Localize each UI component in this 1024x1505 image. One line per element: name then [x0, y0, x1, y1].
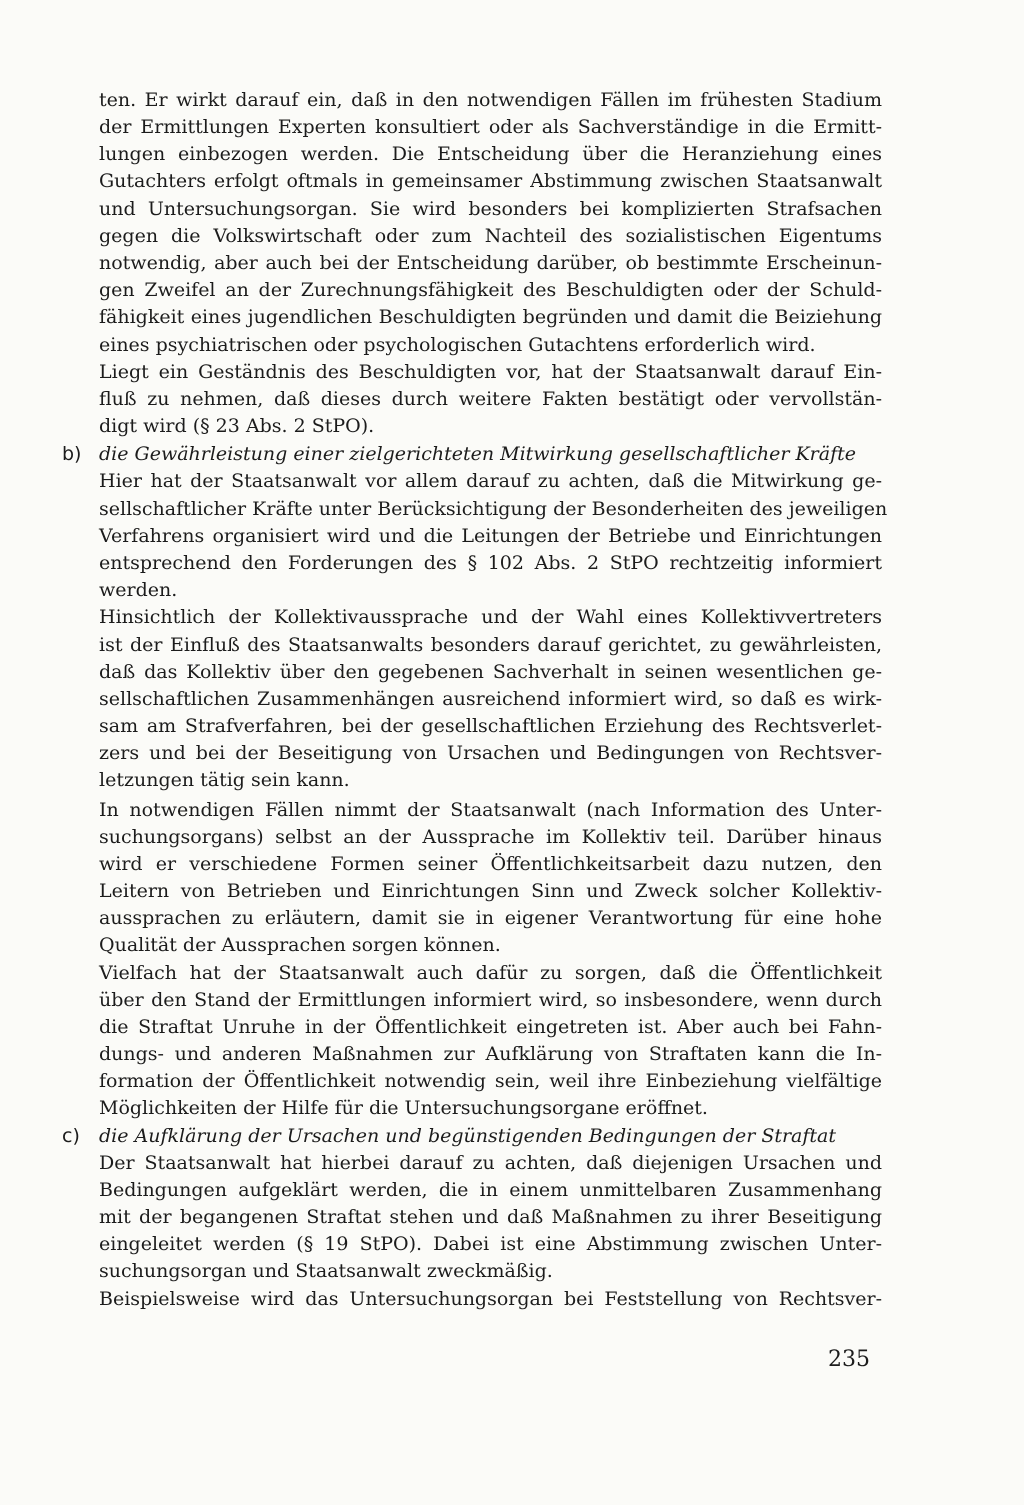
- text-line: Hinsichtlich der Kollektivaussprache und der Wahl eines Kollektivvertreters: [99, 606, 882, 628]
- list-marker-c: c): [62, 1125, 80, 1147]
- text-line: wird er verschiedene Formen seiner Öffentlichkeitsarbeit dazu nutzen, den: [99, 853, 882, 875]
- text-line: notwendig, aber auch bei der Entscheidung darüber, ob bestimmte Erscheinun-: [99, 252, 882, 274]
- page-number: 235: [828, 1347, 870, 1372]
- section-heading: die Aufklärung der Ursachen und begünstigenden Bedingungen der Straftat: [99, 1125, 837, 1147]
- text-line: lungen einbezogen werden. Die Entscheidung über die Heranziehung eines: [99, 143, 882, 165]
- text-line: Beispielsweise wird das Untersuchungsorgan bei Feststellung von Rechtsver-: [99, 1288, 882, 1310]
- text-line: Der Staatsanwalt hat hierbei darauf zu achten, daß diejenigen Ursachen und: [99, 1152, 882, 1174]
- text-line: Hier hat der Staatsanwalt vor allem darauf zu achten, daß die Mitwirkung ge-: [99, 470, 882, 492]
- text-line: eingeleitet werden (§ 19 StPO). Dabei ist eine Abstimmung zwischen Unter-: [99, 1233, 882, 1255]
- text-line: und Untersuchungsorgan. Sie wird besonders bei komplizierten Strafsachen: [99, 198, 882, 220]
- text-line: letzungen tätig sein kann.: [99, 769, 350, 791]
- list-marker-b: b): [62, 443, 82, 465]
- section-heading: die Gewährleistung einer zielgerichteten Mitwirkung gesellschaftlicher Kräfte: [99, 443, 856, 465]
- text-line: Möglichkeiten der Hilfe für die Untersuchungsorgane eröffnet.: [99, 1097, 708, 1119]
- text-line: Leitern von Betrieben und Einrichtungen Sinn und Zweck solcher Kollektiv-: [99, 880, 882, 902]
- text-line: digt wird (§ 23 Abs. 2 StPO).: [99, 415, 375, 437]
- text-line: Verfahrens organisiert wird und die Leitungen der Betriebe und Einrichtungen: [99, 525, 882, 547]
- text-line: ten. Er wirkt darauf ein, daß in den notwendigen Fällen im frühesten Stadium: [99, 89, 882, 111]
- text-line: suchungsorgans) selbst an der Aussprache im Kollektiv teil. Darüber hinaus: [99, 826, 882, 848]
- text-line: gegen die Volkswirtschaft oder zum Nachteil des sozialistischen Eigentums: [99, 225, 882, 247]
- text-line: Qualität der Aussprachen sorgen können.: [99, 934, 501, 956]
- text-line: dungs- und anderen Maßnahmen zur Aufklärung von Straftaten kann die In-: [99, 1043, 882, 1065]
- text-line: der Ermittlungen Experten konsultiert oder als Sachverständige in die Ermitt-: [99, 116, 882, 138]
- text-line: entsprechend den Forderungen des § 102 Abs. 2 StPO rechtzeitig informiert: [99, 552, 882, 574]
- text-line: Gutachters erfolgt oftmals in gemeinsamer Abstimmung zwischen Staatsanwalt: [99, 170, 882, 192]
- text-line: über den Stand der Ermittlungen informiert wird, so insbesondere, wenn durch: [99, 989, 882, 1011]
- text-line: suchungsorgan und Staatsanwalt zweckmäßig.: [99, 1260, 553, 1282]
- text-line: fluß zu nehmen, daß dieses durch weitere Fakten bestätigt oder vervollstän-: [99, 388, 882, 410]
- text-line: mit der begangenen Straftat stehen und daß Maßnahmen zu ihrer Beseitigung: [99, 1206, 882, 1228]
- text-line: Vielfach hat der Staatsanwalt auch dafür zu sorgen, daß die Öffentlichkeit: [99, 962, 882, 984]
- text-line: Bedingungen aufgeklärt werden, die in einem unmittelbaren Zusammenhang: [99, 1179, 882, 1201]
- text-line: Liegt ein Geständnis des Beschuldigten vor, hat der Staatsanwalt darauf Ein-: [99, 361, 882, 383]
- text-line: werden.: [99, 579, 178, 601]
- text-line: die Straftat Unruhe in der Öffentlichkeit eingetreten ist. Aber auch bei Fahn-: [99, 1016, 882, 1038]
- text-line: sellschaftlichen Zusammenhängen ausreichend informiert wird, so daß es wirk-: [99, 688, 882, 710]
- text-line: In notwendigen Fällen nimmt der Staatsanwalt (nach Information des Unter-: [99, 799, 882, 821]
- text-line: ist der Einfluß des Staatsanwalts besonders darauf gerichtet, zu gewährleisten,: [99, 634, 882, 656]
- text-line: sellschaftlicher Kräfte unter Berücksichtigung der Besonderheiten des jeweiligen: [99, 498, 888, 520]
- text-line: gen Zweifel an der Zurechnungsfähigkeit des Beschuldigten oder der Schuld-: [99, 279, 882, 301]
- text-line: fähigkeit eines jugendlichen Beschuldigten begründen und damit die Beiziehung: [99, 306, 882, 328]
- text-line: sam am Strafverfahren, bei der gesellschaftlichen Erziehung des Rechtsverlet-: [99, 715, 882, 737]
- text-line: eines psychiatrischen oder psychologischen Gutachtens erforderlich wird.: [99, 334, 816, 356]
- text-line: formation der Öffentlichkeit notwendig sein, weil ihre Einbeziehung vielfältige: [99, 1070, 882, 1092]
- text-line: zers und bei der Beseitigung von Ursachen und Bedingungen von Rechtsver-: [99, 742, 882, 764]
- text-line: aussprachen zu erläutern, damit sie in eigener Verantwortung für eine hohe: [99, 907, 882, 929]
- text-line: daß das Kollektiv über den gegebenen Sachverhalt in seinen wesentlichen ge-: [99, 661, 882, 683]
